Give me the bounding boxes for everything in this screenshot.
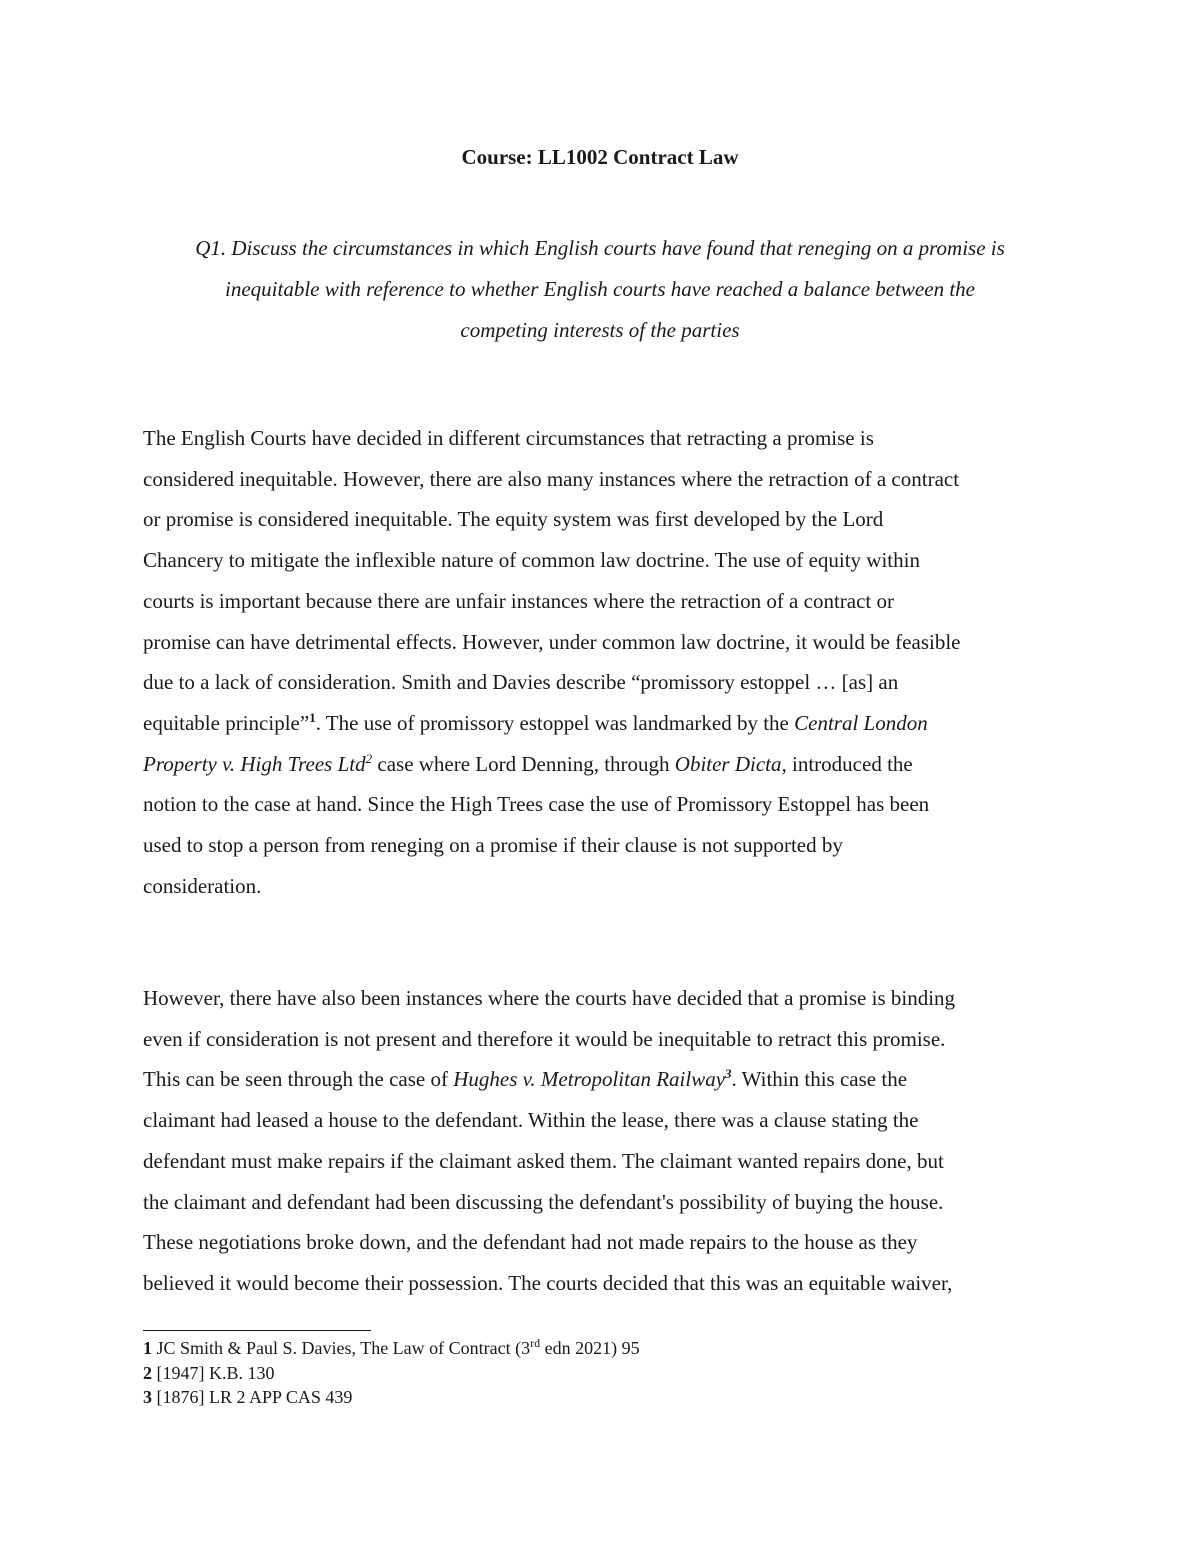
body-paragraph-2 [143,978,1068,1304]
text-run: This can be seen through the case of [143,1067,454,1092]
paragraph-line: consideration. [143,873,262,898]
paragraph-line: promise can have detrimental effects. However, under common law doctrine, it would be feasible [143,629,961,654]
paragraph-line: the claimant and defendant had been discussing the defendant's possibility of buying the house. [143,1189,944,1214]
ordinal-suffix: rd [530,1336,541,1350]
footnote-divider [143,1330,371,1331]
paragraph-line: Chancery to mitigate the inflexible nature of common law doctrine. The use of equity within [143,548,920,573]
course-title: Course: LL1002 Contract Law [461,145,739,169]
paragraph-line [143,744,1068,785]
text-run: case where Lord Denning, through [372,751,675,776]
paragraph-line: used to stop a person from reneging on a promise if their clause is not supported by [143,833,843,858]
case-name: Central London [794,710,928,735]
latin-term: Obiter Dicta, [674,751,787,776]
footnote-text: [1947] K.B. 130 [152,1362,275,1383]
case-name: Hughes v. Metropolitan Railway [453,1067,726,1092]
paragraph-line: defendant must make repairs if the claimant asked them. The claimant wanted repairs done, but [143,1148,944,1173]
paragraph-line: claimant had leased a house to the defendant. Within the lease, there was a clause stating the [143,1108,919,1133]
paragraph-line: The English Courts have decided in different circumstances that retracting a promise is [143,426,874,450]
footnote-2 [143,1361,1043,1386]
footnote-number: 3 [143,1387,152,1407]
paragraph-line [143,1059,1068,1100]
paragraph-line: due to a lack of consideration. Smith and Davies describe “promissory estoppel … [as] an [143,670,899,695]
footnote-ref-2: 2 [365,750,373,766]
question-text [130,228,1070,351]
text-run: . The use of promissory estoppel was landmarked by the [315,710,795,735]
text-run: . Within this case the [731,1067,908,1092]
paragraph-line: However, there have also been instances where the courts have decided that a promise is binding [143,986,956,1010]
paragraph-line: believed it would become their possession. The courts decided that this was an equitable waiver, [143,1270,953,1295]
paragraph-line: These negotiations broke down, and the defendant had not made repairs to the house as they [143,1230,918,1255]
paragraph-line: courts is important because there are unfair instances where the retraction of a contract or [143,588,894,613]
footnote-1 [143,1336,1043,1361]
footnote-text: [1876] LR 2 APP CAS 439 [152,1387,353,1407]
paragraph-line [143,703,1068,744]
footnote-ref-3: 3 [725,1066,732,1082]
footnote-number: 2 [143,1362,152,1383]
text-run: introduced the [786,751,913,776]
body-paragraph-1 [143,418,1068,906]
case-name: Property v. High Trees Ltd [143,751,366,776]
footnote-ref-1: 1 [309,709,316,725]
paragraph-line: notion to the case at hand. Since the High Trees case the use of Promissory Estoppel has been [143,792,930,817]
question-line: competing interests of the parties [460,318,740,342]
paragraph-line: considered inequitable. However, there are also many instances where the retraction of a contract [143,466,960,491]
question-line: inequitable with reference to whether English courts have reached a balance between the [225,277,975,301]
footnotes [143,1336,1043,1410]
question-line: Q1. Discuss the circumstances in which English courts have found that reneging on a promise is [195,236,1005,260]
footnote-text: edn 2021) 95 [540,1338,640,1358]
footnote-3 [143,1385,1043,1410]
footnote-text: JC Smith & Paul S. Davies, The Law of Contract (3 [152,1338,531,1358]
paragraph-line: even if consideration is not present and therefore it would be inequitable to retract this promise. [143,1026,946,1051]
text-run: equitable principle” [143,710,310,735]
paragraph-line: or promise is considered inequitable. The equity system was first developed by the Lord [143,507,884,532]
footnote-number: 1 [143,1338,152,1358]
